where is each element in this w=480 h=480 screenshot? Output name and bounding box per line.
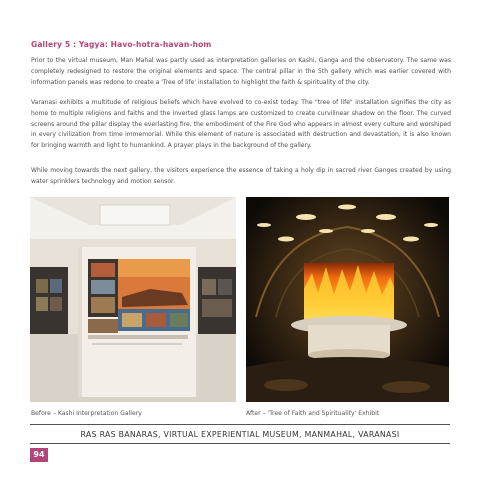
paragraph-1: Prior to the virtual museum, Man Mahal was partly used as interpretation galleries on Kashi, Ganga and the observatory. The same was completely redesigned to restore the original elements and space. The central pillar in the 5th gallery which was earlier covered with information panels was redone to create a 'Tree of life' installation to highlight the faith & spirituality of the city. <box>31 57 451 86</box>
after-fire-installation-photo <box>246 197 449 402</box>
footer-title: RAS RAS BANARAS, VIRTUAL EXPERIENTIAL MUSEUM, MANMAHAL, VARANASI <box>80 430 400 439</box>
before-gallery-photo <box>30 197 236 402</box>
footer-bottom-rule <box>30 443 450 444</box>
paragraph-3: While moving towards the next gallery, the visitors experience the essence of taking a holy dip in sacred river Ganges created by using water sprinklers technology and motion sensor. <box>31 167 451 185</box>
section-heading: Gallery 5 : Yagya: Havo-hotra-havan-hom <box>31 40 212 49</box>
paragraph-2: Varanasi exhibits a multitude of religious beliefs which have evolved to co-exist today. The "tree of life" installation signifies the city as home to multiple religions and faiths and the inverted glass lamps are customized to create curvilinear shadow on the floor. The curved screens around the pillar display the everlasting fire, the embodiment of the Fire God who appears in almost every culture and worshiped in every civilization from time immemorial. While this element of nature is associated with destruction and devastation, it is also known for bringing warmth and light to humankind. A prayer plays in the background of the gallery. <box>31 99 451 150</box>
page-number: 94 <box>30 448 48 462</box>
caption-after: After – 'Tree of Faith and Spirituality' Exhibit <box>246 410 380 417</box>
footer-top-rule <box>30 424 450 425</box>
caption-before: Before – Kashi Interpretation Gallery <box>31 410 142 417</box>
